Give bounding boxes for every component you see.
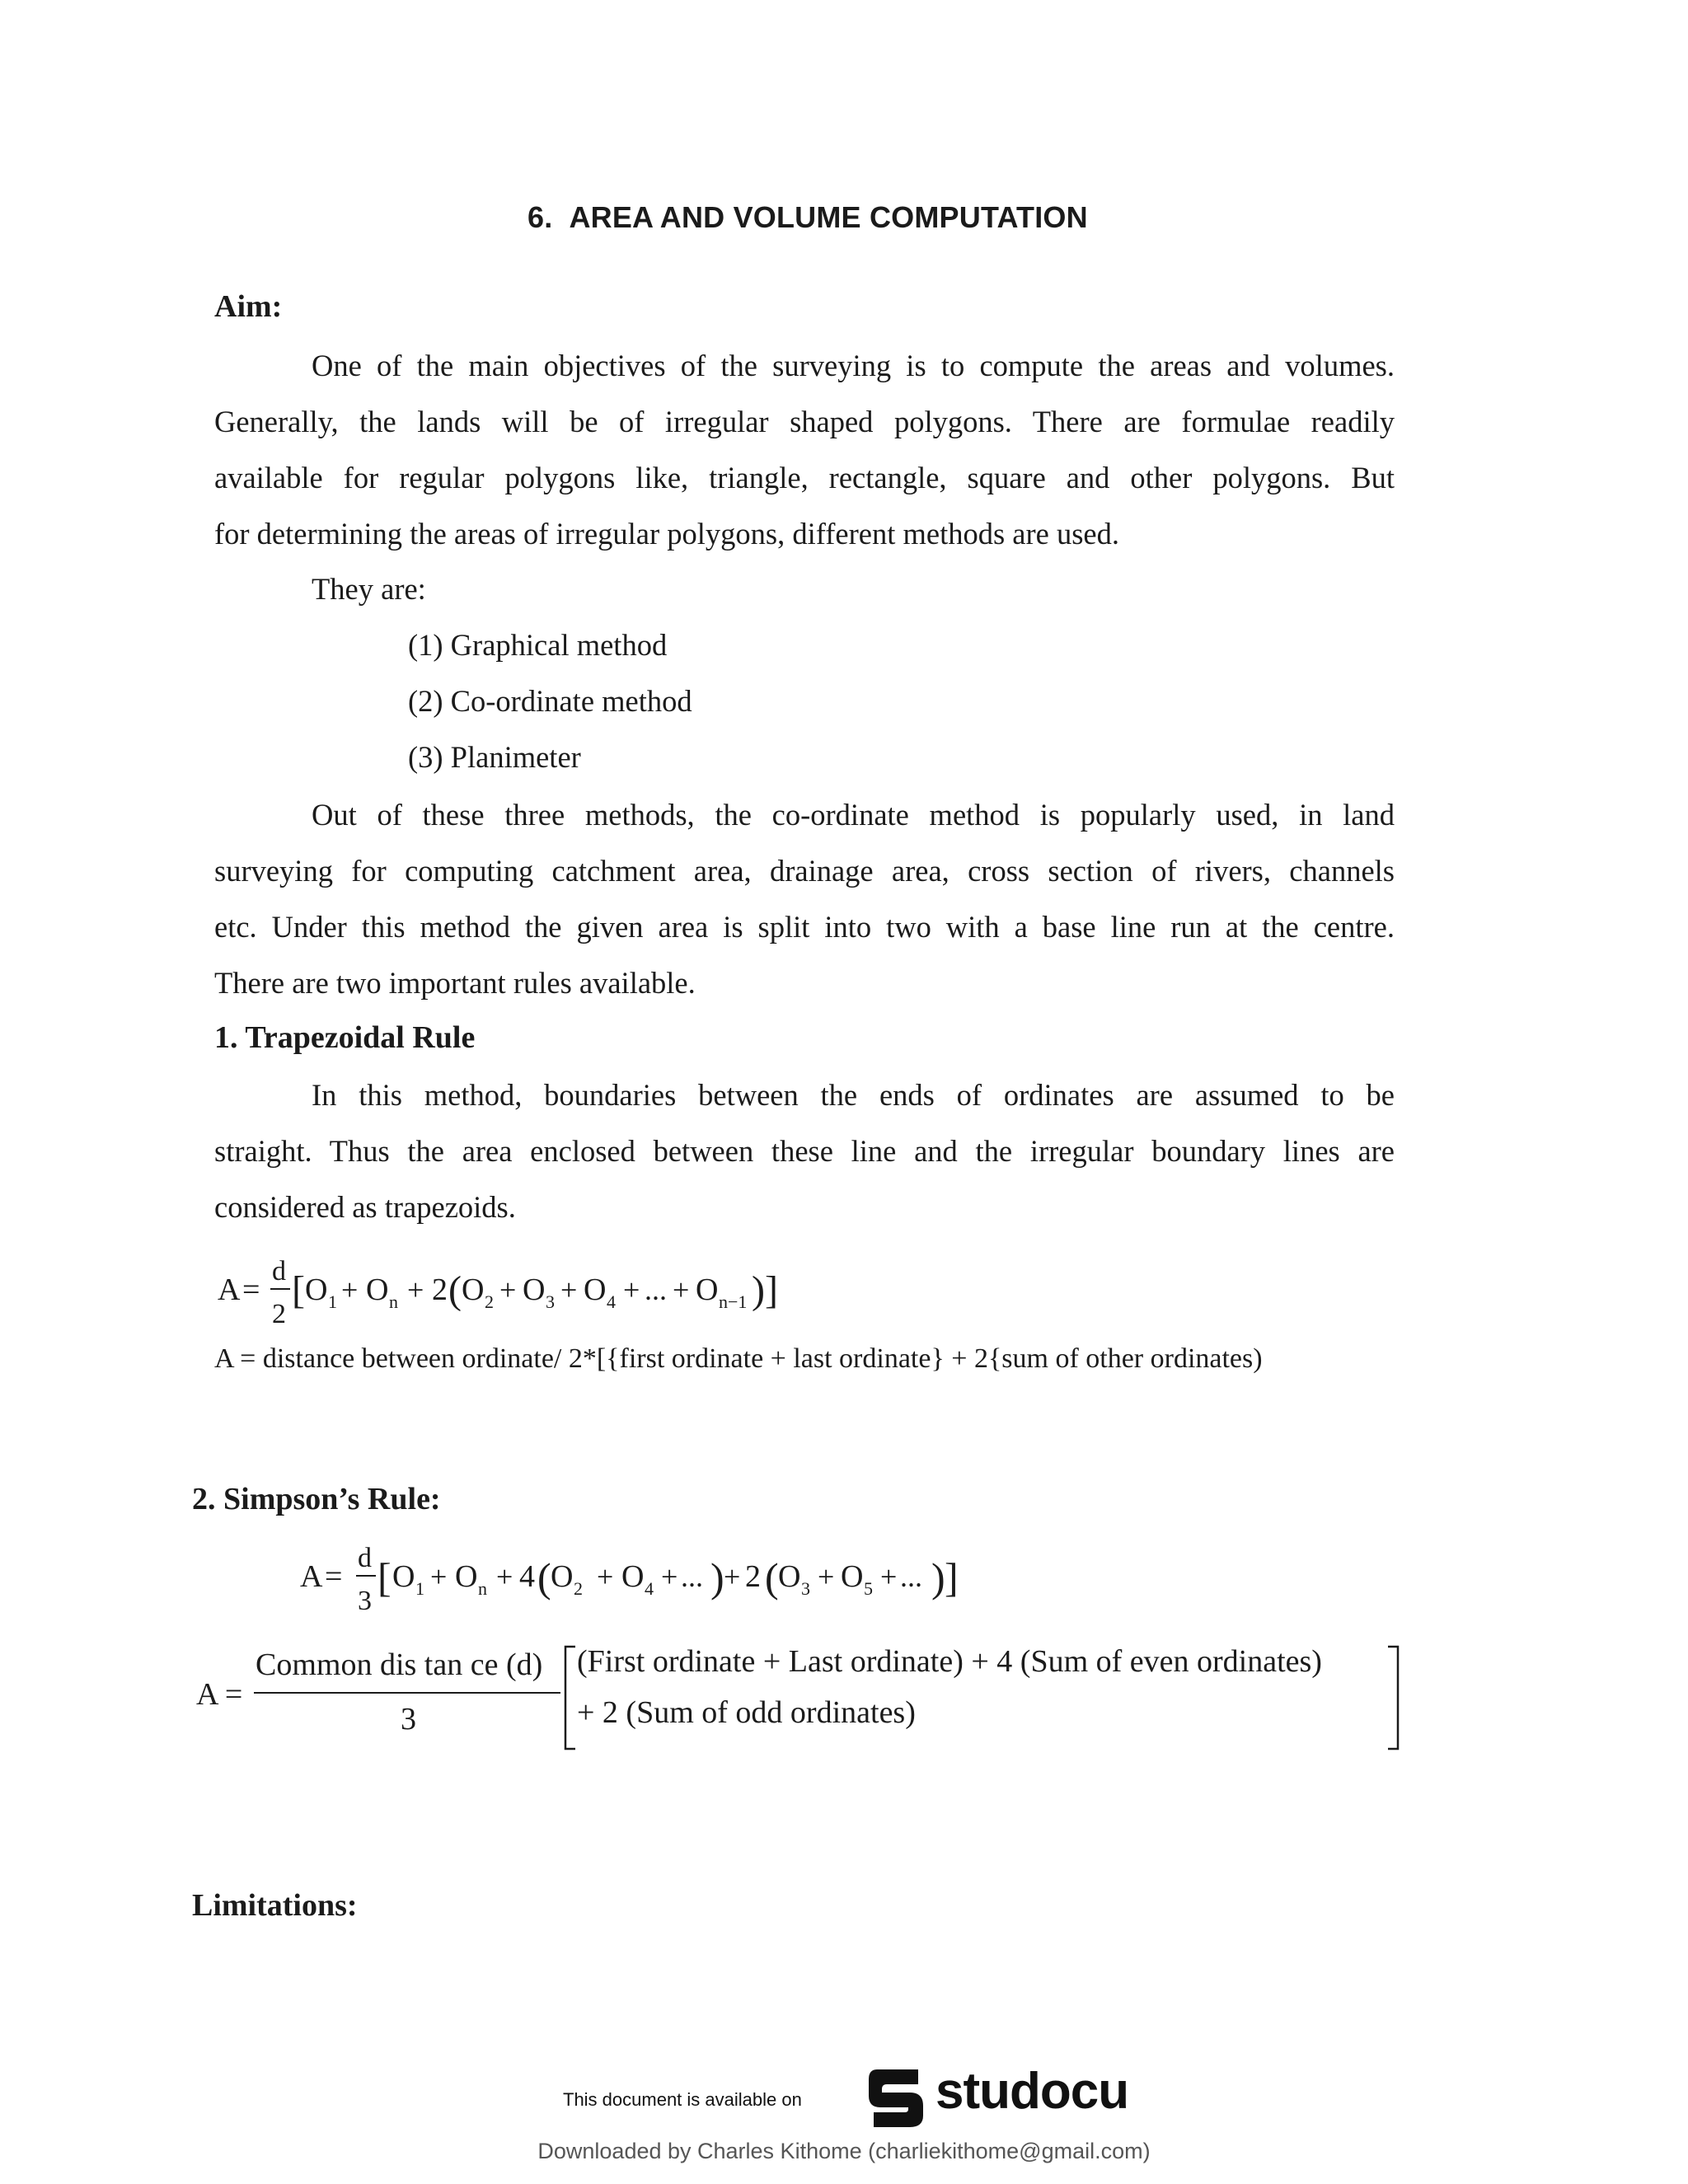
trapezoidal-line: considered as trapezoids.: [214, 1190, 516, 1224]
svg-text:(: (: [765, 1554, 779, 1601]
svg-text:1: 1: [415, 1578, 424, 1599]
simpson-word-line2: + 2 (Sum of odd ordinates): [577, 1695, 916, 1730]
method-item: (2) Co-ordinate method: [408, 684, 692, 718]
svg-text:+: +: [499, 1273, 517, 1306]
svg-text:...: ...: [681, 1560, 703, 1593]
svg-text:+: +: [430, 1560, 448, 1593]
trapezoidal-formula-svg: [216, 1249, 826, 1339]
svg-text:O: O: [523, 1272, 546, 1307]
svg-text:n: n: [389, 1291, 398, 1312]
trapezoidal-line: straight. Thus the area enclosed between these line and the irregular boundary lines are: [214, 1134, 1395, 1168]
simpson-word-formula: [196, 1640, 1400, 1755]
aim-paragraph: [214, 338, 1395, 562]
methods-line: surveying for computing catchment area, drainage area, cross section of rivers, channels: [214, 854, 1395, 888]
simpson-word-line1: (First ordinate + Last ordinate) + 4 (Sum of even ordinates): [577, 1644, 1322, 1679]
trapezoidal-formula-words: A = distance between ordinate/ 2*[{first ordinate + last ordinate} + 2{sum of other ordinates): [214, 1343, 1263, 1374]
aim-line: available for regular polygons like, triangle, rectangle, square and other polygons. But: [214, 461, 1395, 494]
limitations-heading: Limitations:: [192, 1888, 358, 1923]
svg-text:+: +: [818, 1560, 835, 1593]
svg-text:3: 3: [546, 1291, 555, 1312]
svg-text:=: =: [242, 1272, 260, 1307]
svg-text:O: O: [696, 1272, 719, 1307]
trapezoidal-formula: [216, 1249, 826, 1347]
svg-text:O: O: [551, 1559, 574, 1594]
svg-text:n: n: [478, 1578, 487, 1599]
studocu-brand-text: studocu: [935, 2063, 1129, 2120]
svg-text:O: O: [455, 1559, 478, 1594]
svg-text:d: d: [272, 1256, 286, 1286]
svg-text:2: 2: [432, 1272, 448, 1307]
svg-text:=: =: [325, 1559, 343, 1594]
svg-text:+: +: [407, 1273, 424, 1306]
trapezoidal-heading: 1. Trapezoidal Rule: [214, 1020, 476, 1055]
svg-text:(: (: [537, 1554, 551, 1601]
methods-line: Out of these three methods, the co-ordinate method is popularly used, in land: [312, 798, 1395, 832]
svg-text:O: O: [778, 1559, 801, 1594]
svg-text:+: +: [597, 1560, 614, 1593]
svg-text:4: 4: [645, 1578, 654, 1599]
svg-text:2: 2: [272, 1299, 286, 1329]
svg-text:+: +: [496, 1560, 513, 1593]
svg-text:...: ...: [900, 1560, 922, 1593]
title-text: AREA AND VOLUME COMPUTATION: [569, 200, 1088, 234]
svg-text:O: O: [305, 1272, 328, 1307]
fraction-bar: [254, 1692, 560, 1694]
simpson-word-numerator: Common dis tan ce (d): [256, 1647, 543, 1682]
svg-text:+: +: [623, 1273, 640, 1306]
svg-text:O: O: [621, 1559, 645, 1594]
simpson-heading: 2. Simpson’s Rule:: [192, 1482, 441, 1516]
aim-heading: Aim:: [214, 289, 283, 324]
svg-text:[: [: [292, 1268, 305, 1312]
studocu-logo-icon: [862, 2064, 930, 2132]
svg-text:+: +: [673, 1273, 690, 1306]
simpson-formula-svg: [298, 1537, 1007, 1628]
aim-line: One of the main objectives of the surveying is to compute the areas and volumes.: [312, 349, 1395, 382]
svg-text:(: (: [448, 1268, 462, 1312]
svg-text:O: O: [584, 1272, 607, 1307]
downloaded-by-text: Downloaded by Charles Kithome (charliekithome@gmail.com): [537, 2139, 1151, 2163]
svg-text:A: A: [300, 1559, 323, 1594]
page-title: [528, 200, 1088, 235]
methods-line: There are two important rules available.: [214, 966, 696, 1000]
svg-text:O: O: [392, 1559, 415, 1594]
svg-text:O: O: [462, 1272, 485, 1307]
method-item: (1) Graphical method: [408, 628, 668, 662]
svg-text:+: +: [724, 1560, 741, 1593]
svg-text:): ): [710, 1554, 724, 1601]
method-item: (3) Planimeter: [408, 740, 581, 774]
svg-text:2: 2: [745, 1559, 761, 1594]
methods-line: etc. Under this method the given area is split into two with a base line run at the centre.: [214, 910, 1395, 944]
aim-line: Generally, the lands will be of irregular shaped polygons. There are formulae readily: [214, 405, 1395, 438]
svg-text:): ): [931, 1554, 945, 1601]
svg-text:4: 4: [607, 1291, 616, 1312]
trapezoidal-line: In this method, boundaries between the ends of ordinates are assumed to be: [312, 1078, 1395, 1112]
available-on-text: This document is available on: [563, 2089, 802, 2110]
svg-text:3: 3: [801, 1578, 810, 1599]
svg-text:): ): [752, 1268, 765, 1312]
svg-text:]: ]: [765, 1268, 778, 1312]
they-are-label: They are:: [312, 572, 426, 606]
svg-text:O: O: [366, 1272, 389, 1307]
simpson-formula: [298, 1537, 1007, 1636]
svg-text:O: O: [841, 1559, 864, 1594]
svg-text:2: 2: [574, 1578, 583, 1599]
svg-text:A: A: [218, 1272, 241, 1307]
simpson-word-lhs: A =: [196, 1677, 243, 1712]
svg-text:+: +: [661, 1560, 678, 1593]
svg-text:+: +: [560, 1273, 578, 1306]
svg-text:1: 1: [328, 1291, 337, 1312]
svg-text:[: [: [377, 1554, 392, 1601]
svg-text:4: 4: [519, 1559, 535, 1594]
methods-paragraph: [214, 787, 1395, 1011]
title-number: 6.: [528, 200, 553, 234]
svg-text:5: 5: [864, 1578, 873, 1599]
svg-text:+: +: [880, 1560, 898, 1593]
aim-line: for determining the areas of irregular polygons, different methods are used.: [214, 517, 1120, 551]
svg-text:...: ...: [645, 1273, 667, 1306]
svg-text:+: +: [341, 1273, 359, 1306]
trapezoidal-paragraph: [214, 1067, 1395, 1235]
svg-text:3: 3: [358, 1586, 372, 1616]
svg-text:2: 2: [485, 1291, 494, 1312]
simpson-word-denominator: 3: [401, 1702, 416, 1736]
svg-text:]: ]: [945, 1554, 959, 1601]
svg-text:n−1: n−1: [719, 1291, 748, 1312]
svg-text:d: d: [358, 1543, 372, 1573]
